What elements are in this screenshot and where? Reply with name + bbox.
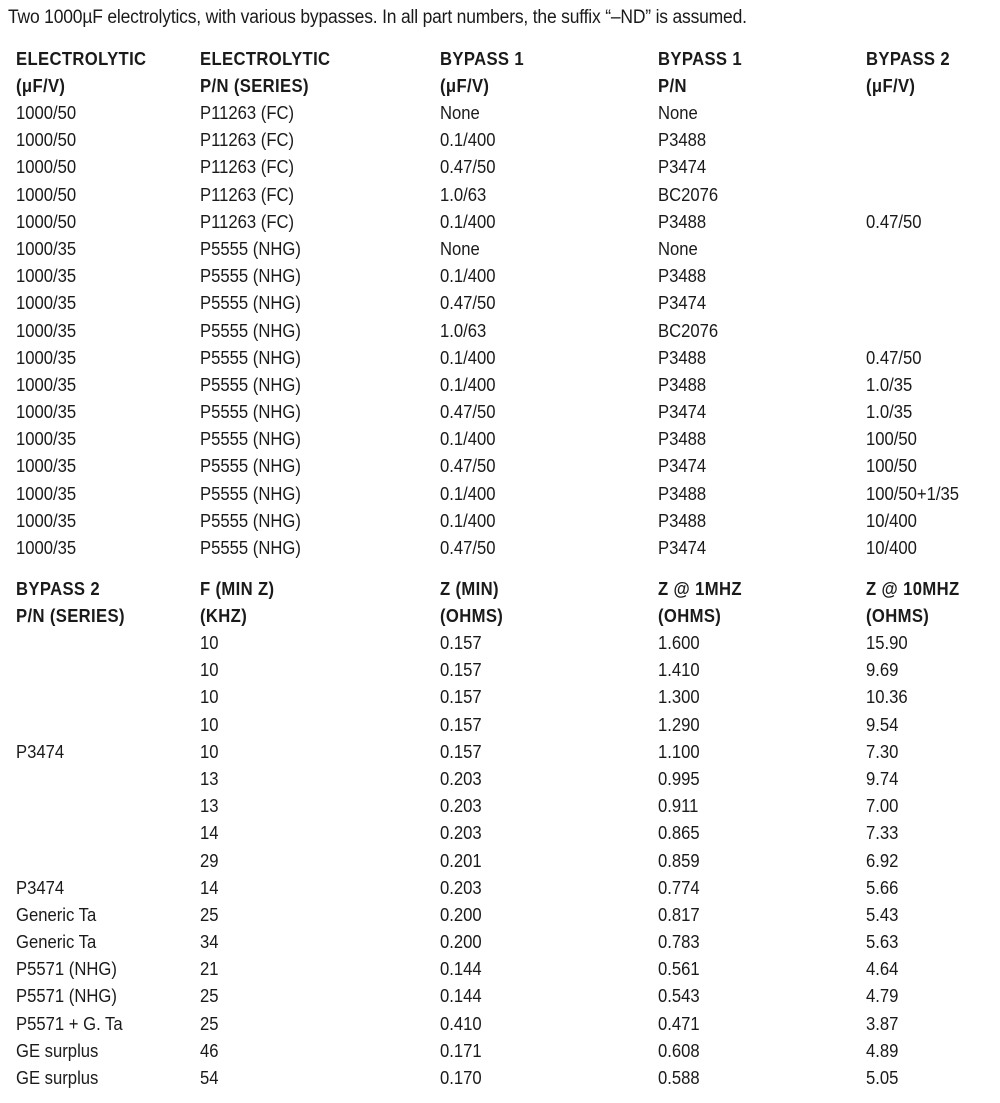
table-cell: 0.157 [440, 713, 482, 735]
table-cell: 10 [200, 713, 219, 735]
table-cell: 4.64 [866, 958, 899, 980]
table-row [0, 425, 1000, 452]
table-cell: 0.47/50 [866, 210, 922, 232]
table-row [0, 289, 1000, 316]
table-cell: P5555 (NHG) [200, 292, 301, 314]
table-cell: P3488 [658, 129, 707, 151]
table-row [0, 901, 1000, 928]
table-cell: P3474 [658, 537, 707, 558]
table-cell: 1000/35 [16, 455, 77, 477]
table-row [0, 398, 1000, 425]
table-header-row [0, 72, 1000, 99]
table-cell: P5555 (NHG) [200, 237, 301, 259]
table-cell: P11263 (FC) [200, 156, 295, 178]
column-header: (OHMS) [658, 605, 722, 626]
table-cell: P11263 (FC) [200, 183, 295, 205]
table-cell: P11263 (FC) [200, 210, 295, 232]
table-cell: 10/400 [866, 509, 917, 531]
table-cell: P3474 [658, 292, 707, 314]
table-cell: P3474 [16, 876, 65, 898]
table-cell: P3488 [658, 265, 707, 287]
table-cell: 1000/35 [16, 319, 77, 341]
table-cell: 7.00 [866, 795, 899, 817]
column-header: BYPASS 1 [440, 48, 525, 69]
table-cell: 0.47/50 [440, 537, 496, 558]
column-header: (μF/V) [440, 75, 490, 96]
table-row [0, 1064, 1000, 1091]
table-row [0, 344, 1000, 371]
table-cell: P5555 (NHG) [200, 537, 301, 558]
table-cell: 1.0/63 [440, 319, 487, 341]
table-cell: P11263 (FC) [200, 129, 295, 151]
column-header: ELECTROLYTIC [200, 48, 331, 69]
table-header-row [0, 45, 1000, 72]
table-row [0, 874, 1000, 901]
table-cell: 1.0/35 [866, 401, 913, 423]
table-row [0, 711, 1000, 738]
table-cell: 5.05 [866, 1067, 899, 1088]
table-row [0, 955, 1000, 982]
table-cell: 0.144 [440, 958, 482, 980]
table-cell: 0.203 [440, 767, 482, 789]
table-cell: P3474 [16, 740, 65, 762]
table-row [0, 153, 1000, 180]
impedance-table [0, 575, 1000, 1091]
table-cell: 0.47/50 [440, 401, 496, 423]
table-cell: 0.200 [440, 903, 482, 925]
table-cell: 0.201 [440, 849, 482, 871]
table-cell: 100/50 [866, 455, 917, 477]
table-cell: 1000/35 [16, 537, 77, 558]
table-header-row [0, 602, 1000, 629]
table-cell: 14 [200, 822, 219, 844]
table-cell: 1.600 [658, 632, 700, 653]
column-header: Z (MIN) [440, 578, 499, 599]
column-header: Z @ 1MHZ [658, 578, 742, 599]
table-cell: 1000/35 [16, 237, 77, 259]
table-cell: 14 [200, 876, 219, 898]
column-header: BYPASS 2 [866, 48, 951, 69]
table-cell: 25 [200, 1012, 219, 1034]
table-cell: P5555 (NHG) [200, 401, 301, 423]
table-cell: P5555 (NHG) [200, 509, 301, 531]
table-cell: 1000/35 [16, 292, 77, 314]
capacitor-table [0, 45, 1000, 561]
table-row [0, 507, 1000, 534]
table-row [0, 1010, 1000, 1037]
table-cell: Generic Ta [16, 931, 97, 953]
table-cell: None [440, 237, 480, 259]
table-cell: 10/400 [866, 537, 917, 558]
table-row [0, 847, 1000, 874]
table-row [0, 928, 1000, 955]
table-cell: 10 [200, 740, 219, 762]
table-cell: 0.157 [440, 632, 482, 653]
table-cell: 1000/35 [16, 265, 77, 287]
table-cell: None [658, 237, 698, 259]
table-cell: 0.995 [658, 767, 700, 789]
table-cell: P3488 [658, 428, 707, 450]
table-cell: None [440, 102, 480, 123]
table-cell: P5555 (NHG) [200, 455, 301, 477]
table-cell: 0.157 [440, 686, 482, 708]
table-row [0, 683, 1000, 710]
table-cell: P5555 (NHG) [200, 428, 301, 450]
table-cell: 0.1/400 [440, 373, 496, 395]
table-cell: 0.47/50 [440, 156, 496, 178]
table-cell: 3.87 [866, 1012, 899, 1034]
table-cell: 10.36 [866, 686, 908, 708]
column-header: P/N [658, 75, 687, 96]
table-cell: Generic Ta [16, 903, 97, 925]
column-header: (OHMS) [866, 605, 930, 626]
table-cell: 5.66 [866, 876, 899, 898]
table-row [0, 792, 1000, 819]
table-cell: P3474 [658, 156, 707, 178]
table-cell: 1000/50 [16, 129, 77, 151]
table-cell: P5571 (NHG) [16, 958, 117, 980]
table-cell: 1.410 [658, 659, 700, 681]
table-cell: 1000/35 [16, 346, 77, 368]
table-cell: 0.203 [440, 822, 482, 844]
column-header: Z @ 10MHZ [866, 578, 960, 599]
table-cell: 1.100 [658, 740, 700, 762]
table-cell: P3474 [658, 401, 707, 423]
table-row [0, 1037, 1000, 1064]
table-cell: 21 [200, 958, 219, 980]
table-cell: 0.608 [658, 1039, 700, 1061]
column-header: (μF/V) [866, 75, 916, 96]
table-cell: 1000/50 [16, 183, 77, 205]
column-header: F (MIN Z) [200, 578, 275, 599]
table-cell: 1.0/63 [440, 183, 487, 205]
table-cell: 0.1/400 [440, 509, 496, 531]
table-cell: 54 [200, 1067, 219, 1088]
column-header: P/N (SERIES) [16, 605, 125, 626]
table-cell: 5.63 [866, 931, 899, 953]
column-header: (KHZ) [200, 605, 248, 626]
table-cell: 7.33 [866, 822, 899, 844]
table-caption: Two 1000µF electrolytics, with various bypasses. In all part numbers, the suffix “–ND” is assumed. [8, 7, 747, 28]
table-row [0, 208, 1000, 235]
column-header: BYPASS 1 [658, 48, 743, 69]
table-cell: P3474 [658, 455, 707, 477]
table-cell: 0.1/400 [440, 428, 496, 450]
table-cell: 0.203 [440, 876, 482, 898]
table-cell: 0.783 [658, 931, 700, 953]
table-row [0, 452, 1000, 479]
table-cell: 25 [200, 985, 219, 1007]
column-header: ELECTROLYTIC [16, 48, 147, 69]
table-cell: 10 [200, 659, 219, 681]
table-cell: 1000/50 [16, 102, 77, 123]
table-cell: 1000/35 [16, 373, 77, 395]
table-row [0, 99, 1000, 126]
column-header: BYPASS 2 [16, 578, 101, 599]
table-cell: 10 [200, 632, 219, 653]
table-cell: P3488 [658, 346, 707, 368]
table-cell: 0.1/400 [440, 265, 496, 287]
table-cell: 1000/35 [16, 428, 77, 450]
table-row [0, 480, 1000, 507]
table-cell: 100/50 [866, 428, 917, 450]
table-cell: 9.74 [866, 767, 899, 789]
table-row [0, 235, 1000, 262]
table-cell: 0.157 [440, 740, 482, 762]
table-cell: P3488 [658, 210, 707, 232]
table-cell: P5555 (NHG) [200, 319, 301, 341]
table-row [0, 738, 1000, 765]
table-cell: 0.157 [440, 659, 482, 681]
table-cell: 0.47/50 [440, 455, 496, 477]
table-row [0, 262, 1000, 289]
table-cell: 4.79 [866, 985, 899, 1007]
table-cell: 100/50+1/35 [866, 482, 960, 504]
table-cell: 34 [200, 931, 219, 953]
table-cell: 0.170 [440, 1067, 482, 1088]
table-cell: 0.144 [440, 985, 482, 1007]
table-row [0, 181, 1000, 208]
table-cell: 0.1/400 [440, 482, 496, 504]
table-cell: 9.54 [866, 713, 899, 735]
table-cell: 13 [200, 767, 219, 789]
table-cell: 25 [200, 903, 219, 925]
table-cell: None [658, 102, 698, 123]
table-cell: 0.200 [440, 931, 482, 953]
table-cell: 10 [200, 686, 219, 708]
table-cell: 0.1/400 [440, 129, 496, 151]
table-cell: P5571 + G. Ta [16, 1012, 123, 1034]
table-cell: 0.588 [658, 1067, 700, 1088]
table-cell: 5.43 [866, 903, 899, 925]
table-row [0, 371, 1000, 398]
table-cell: 46 [200, 1039, 219, 1061]
table-cell: 0.1/400 [440, 346, 496, 368]
table-cell: 1.300 [658, 686, 700, 708]
table-row [0, 317, 1000, 344]
table-cell: 0.859 [658, 849, 700, 871]
table-cell: P5571 (NHG) [16, 985, 117, 1007]
table-cell: P5555 (NHG) [200, 373, 301, 395]
table-cell: 4.89 [866, 1039, 899, 1061]
table-cell: 0.561 [658, 958, 700, 980]
table-cell: 15.90 [866, 632, 908, 653]
table-cell: P11263 (FC) [200, 102, 295, 123]
table-cell: 1.0/35 [866, 373, 913, 395]
table-cell: 1000/35 [16, 482, 77, 504]
table-cell: 1000/35 [16, 509, 77, 531]
table-cell: 7.30 [866, 740, 899, 762]
table-row [0, 629, 1000, 656]
table-cell: P3488 [658, 373, 707, 395]
table-row [0, 982, 1000, 1009]
table-row [0, 534, 1000, 561]
column-header: P/N (SERIES) [200, 75, 309, 96]
table-cell: 1000/35 [16, 401, 77, 423]
table-header-row [0, 575, 1000, 602]
table-cell: 0.47/50 [866, 346, 922, 368]
table-cell: 0.774 [658, 876, 700, 898]
table-cell: BC2076 [658, 319, 719, 341]
table-cell: P3488 [658, 482, 707, 504]
table-cell: 0.543 [658, 985, 700, 1007]
table-cell: GE surplus [16, 1039, 99, 1061]
table-cell: 0.171 [440, 1039, 482, 1061]
table-cell: 0.471 [658, 1012, 700, 1034]
table-cell: P5555 (NHG) [200, 265, 301, 287]
table-row [0, 765, 1000, 792]
table-cell: P3488 [658, 509, 707, 531]
column-header: (μF/V) [16, 75, 66, 96]
table-cell: P5555 (NHG) [200, 482, 301, 504]
table-cell: 0.817 [658, 903, 700, 925]
table-cell: 9.69 [866, 659, 899, 681]
table-cell: P5555 (NHG) [200, 346, 301, 368]
table-cell: 1000/50 [16, 210, 77, 232]
table-cell: GE surplus [16, 1067, 99, 1088]
table-cell: 13 [200, 795, 219, 817]
column-header: (OHMS) [440, 605, 504, 626]
table-cell: BC2076 [658, 183, 719, 205]
table-cell: 0.911 [658, 795, 699, 817]
table-row [0, 126, 1000, 153]
table-cell: 0.203 [440, 795, 482, 817]
table-cell: 0.410 [440, 1012, 482, 1034]
table-row [0, 819, 1000, 846]
table-cell: 6.92 [866, 849, 899, 871]
table-cell: 0.865 [658, 822, 700, 844]
table-cell: 0.47/50 [440, 292, 496, 314]
table-cell: 1.290 [658, 713, 700, 735]
table-row [0, 656, 1000, 683]
table-cell: 29 [200, 849, 219, 871]
table-cell: 1000/50 [16, 156, 77, 178]
table-cell: 0.1/400 [440, 210, 496, 232]
